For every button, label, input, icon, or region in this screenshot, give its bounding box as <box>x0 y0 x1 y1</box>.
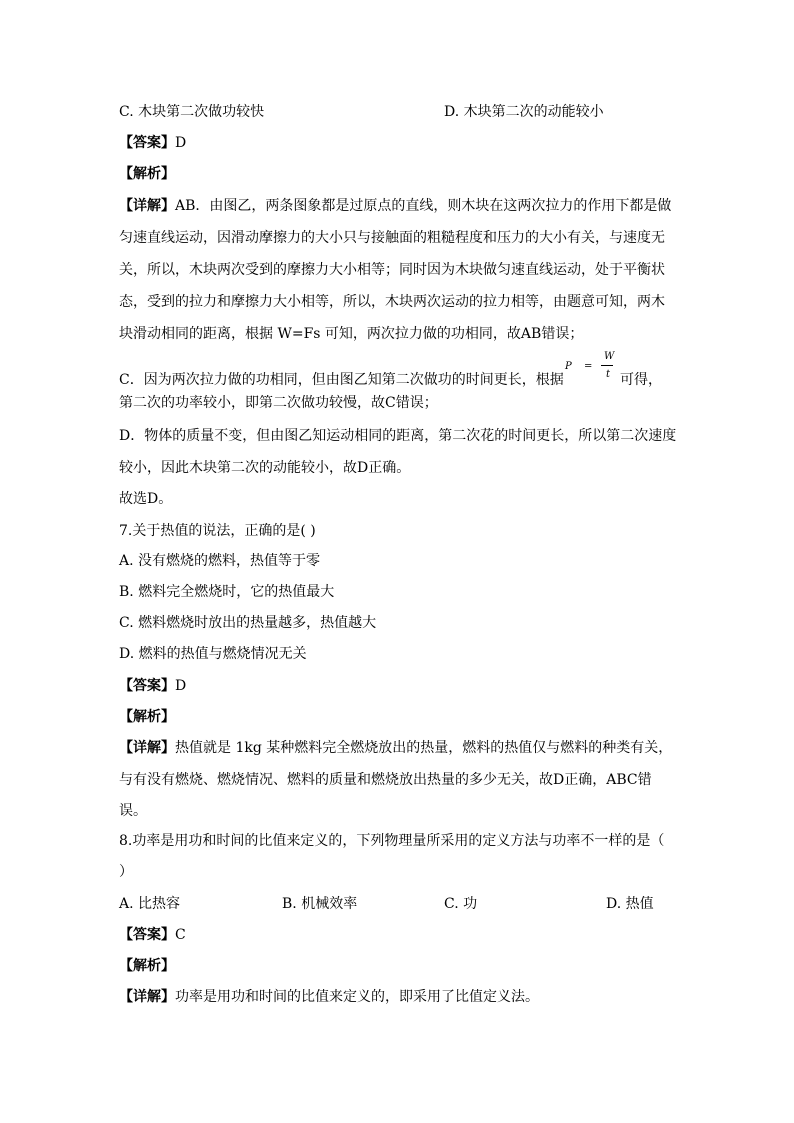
answer-value: D <box>175 678 187 694</box>
detail-text: 热值就是 1kg 某种燃料完全燃烧放出的热量，燃料的热值仅与燃料的种类有关， <box>175 740 673 756</box>
q6-d-line-2: 较小，因此木块第二次的动能较小，故D正确。 <box>119 460 411 476</box>
q6-option-d: D. 木块第二次的动能较小 <box>444 104 604 120</box>
q6-c-line-1-end: 可得， <box>620 372 662 388</box>
q7-option-d: D. 燃料的热值与燃烧情况无关 <box>119 646 307 662</box>
q7-option-a: A. 没有燃烧的燃料，热值等于零 <box>119 553 321 569</box>
q8-stem-line-2: ） <box>119 864 133 880</box>
q8-answer <box>119 925 186 945</box>
q7-detail-line-3: 误。 <box>119 803 147 819</box>
formula-numerator-w: W <box>604 351 615 362</box>
formula-p: P <box>565 361 572 372</box>
answer-value: C <box>175 927 186 943</box>
detail-text: AB．由图乙，两条图象都是过原点的直线，则木块在这两次拉力的作用下都是做 <box>175 198 672 214</box>
q7-answer <box>119 676 186 696</box>
fraction-bar <box>601 365 613 366</box>
q7-option-c: C. 燃料燃烧时放出的热量越多，热值越大 <box>119 615 377 631</box>
q6-option-c: C. 木块第二次做功较快 <box>119 104 265 120</box>
q6-c-line-1: C．因为两次拉力做的功相同，但由图乙知第二次做功的时间更长，根据 <box>119 372 564 388</box>
answer-value: D <box>175 135 187 151</box>
q8-analysis-tag: 【解析】 <box>119 958 175 974</box>
q8-option-d: D. 热值 <box>606 896 654 912</box>
q6-detail-line-1 <box>119 196 671 216</box>
detail-tag: 【详解】 <box>119 198 175 214</box>
q6-detail-line-4: 态，受到的拉力和摩擦力大小相等，所以，木块两次运动的拉力相等，由题意可知，两木 <box>119 294 665 310</box>
detail-tag: 【详解】 <box>119 740 175 756</box>
q6-analysis-tag: 【解析】 <box>119 166 175 182</box>
q7-stem: 7.关于热值的说法，正确的是( ) <box>119 523 316 539</box>
answer-tag: 【答案】 <box>119 927 175 943</box>
q7-analysis-tag: 【解析】 <box>119 709 175 725</box>
q6-detail-line-5: 块滑动相同的距离，根据 W=Fs 可知，两次拉力做的功相同，故AB错误； <box>119 326 584 342</box>
q7-detail-line-1 <box>119 738 672 758</box>
q6-answer <box>119 133 186 153</box>
q6-c-line-2: 第二次的功率较小，即第二次做功较慢，故C错误； <box>119 395 438 411</box>
q8-detail-line <box>119 987 539 1007</box>
q8-stem-line-1: 8.功率是用功和时间的比值来定义的，下列物理量所采用的定义方法与功率不一样的是（ <box>119 833 665 849</box>
answer-tag: 【答案】 <box>119 678 175 694</box>
q6-d-line-1: D．物体的质量不变，但由图乙知运动相同的距离，第二次花的时间更长，所以第二次速度 <box>119 428 677 444</box>
q8-option-c: C. 功 <box>444 896 478 912</box>
answer-tag: 【答案】 <box>119 135 175 151</box>
q6-conclusion: 故选D。 <box>119 491 173 507</box>
detail-text: 功率是用功和时间的比值来定义的，即采用了比值定义法。 <box>175 989 539 1005</box>
formula-denominator-t: t <box>606 369 611 380</box>
q7-detail-line-2: 与有没有燃烧、燃烧情况、燃料的质量和燃烧放出热量的多少无关，故D正确，ABC错 <box>119 772 652 788</box>
q8-option-b: B. 机械效率 <box>282 896 358 912</box>
q8-option-a: A. 比热容 <box>119 896 181 912</box>
q6-detail-line-2: 匀速直线运动，因滑动摩擦力的大小只与接触面的粗糙程度和压力的大小有关，与速度无 <box>119 230 665 246</box>
q6-detail-line-3: 关，所以，木块两次受到的摩擦力大小相等；同时因为木块做匀速直线运动，处于平衡状 <box>119 262 665 278</box>
detail-tag: 【详解】 <box>119 989 175 1005</box>
formula-equals: = <box>584 361 593 372</box>
q7-option-b: B. 燃料完全燃烧时，它的热值最大 <box>119 584 335 600</box>
